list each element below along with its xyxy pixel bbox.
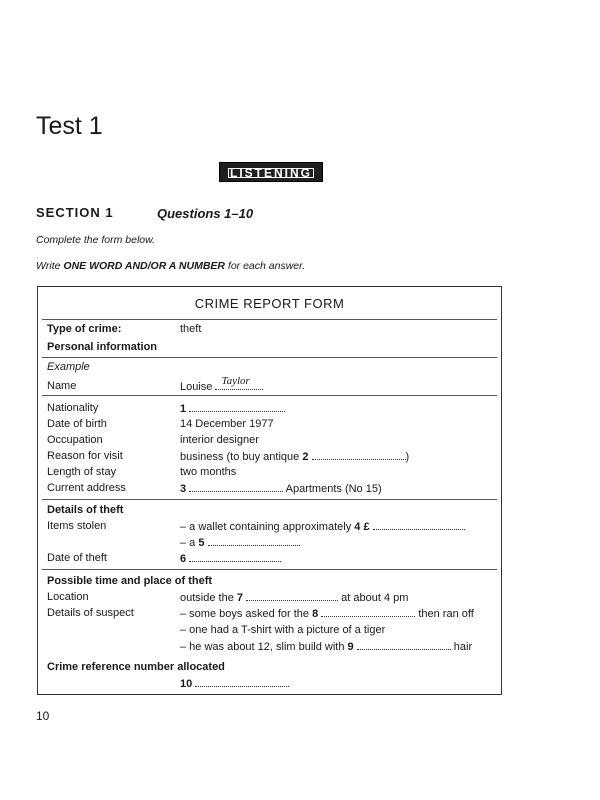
page-number: 10: [36, 709, 50, 723]
q6-answer[interactable]: [180, 552, 281, 565]
stay-label: Length of stay: [47, 466, 117, 478]
instruction-complete: Complete the form below.: [36, 234, 156, 246]
name-label: Name: [47, 380, 77, 392]
instruction-write: [36, 260, 305, 272]
divider: [42, 357, 497, 358]
type-of-crime-value: theft: [180, 323, 202, 335]
q2-blank[interactable]: [312, 450, 406, 460]
q1-number: 1: [180, 403, 187, 415]
divider: [42, 395, 497, 396]
theft-heading: Details of theft: [47, 504, 124, 516]
q6-number: 6: [180, 553, 187, 565]
q9-answer[interactable]: [180, 640, 472, 653]
date-theft-label: Date of theft: [47, 552, 107, 564]
items-label: Items stolen: [47, 520, 107, 532]
ref-heading: Crime reference number allocated: [47, 661, 225, 673]
listening-badge-label: LISTENING: [226, 166, 316, 180]
q4-answer[interactable]: [180, 520, 465, 533]
divider: [42, 499, 497, 500]
suspect1-post: then ran off: [418, 608, 474, 620]
divider: [42, 569, 497, 570]
name-first: Louise: [180, 381, 213, 393]
q10-answer[interactable]: [180, 677, 289, 690]
suspect3-post: hair: [453, 641, 473, 653]
q3-blank[interactable]: [189, 482, 283, 492]
divider: [42, 319, 497, 320]
dob-label: Date of birth: [47, 418, 107, 430]
q1-answer[interactable]: [180, 402, 285, 415]
q7-answer[interactable]: [180, 591, 408, 604]
nationality-label: Nationality: [47, 402, 99, 414]
instruction-write-post: for each answer.: [225, 260, 306, 272]
q1-blank[interactable]: [189, 402, 285, 412]
questions-range: Questions 1–10: [157, 206, 254, 221]
type-of-crime-label: Type of crime:: [47, 323, 122, 335]
dob-value: 14 December 1977: [180, 418, 274, 430]
form-title: CRIME REPORT FORM: [194, 296, 345, 311]
q2-number: 2: [302, 451, 309, 463]
location-label: Location: [47, 591, 89, 603]
name-answer-line: [215, 375, 263, 390]
q10-blank[interactable]: [195, 677, 289, 687]
q6-blank[interactable]: [189, 552, 281, 562]
occupation-label: Occupation: [47, 434, 103, 446]
q5-blank[interactable]: [208, 536, 300, 546]
name-value: [180, 375, 263, 393]
item1-text: – a wallet containing approximately: [180, 521, 352, 533]
q7-number: 7: [236, 592, 244, 604]
q10-number: 10: [180, 678, 193, 690]
suspect1-pre: – some boys asked for the: [180, 608, 310, 620]
q3-answer[interactable]: [180, 482, 382, 495]
example-label: Example: [47, 361, 90, 373]
stay-value: two months: [180, 466, 237, 478]
name-example-answer: Taylor: [221, 375, 250, 387]
location-pre: outside the: [180, 592, 234, 604]
suspect3-pre: – he was about 12, slim build with: [180, 641, 345, 653]
time-place-heading: Possible time and place of theft: [47, 575, 213, 587]
q2-answer[interactable]: [180, 450, 409, 463]
q4-blank[interactable]: [373, 520, 465, 530]
suspect-label: Details of suspect: [47, 607, 134, 619]
q7-blank[interactable]: [246, 591, 338, 601]
q8-number: 8: [312, 608, 319, 620]
q8-answer[interactable]: [180, 607, 474, 620]
q9-number: 9: [347, 641, 354, 653]
location-post: at about 4 pm: [341, 592, 409, 604]
personal-info-heading: Personal information: [47, 341, 158, 353]
q4-number: 4 £: [354, 521, 370, 533]
address-post: Apartments (No 15): [285, 483, 382, 495]
q5-number: 5: [198, 537, 205, 549]
listening-badge: [219, 162, 323, 182]
instruction-write-pre: Write: [36, 260, 64, 272]
crime-report-form: [37, 286, 502, 695]
section-heading: SECTION 1: [36, 205, 114, 220]
address-label: Current address: [47, 482, 126, 494]
reason-pre: business (to buy antique: [180, 451, 300, 463]
test-title: Test 1: [36, 112, 103, 140]
reason-post: ): [405, 451, 410, 463]
suspect2-text: – one had a T-shirt with a picture of a tiger: [180, 624, 386, 636]
q5-answer[interactable]: [180, 536, 300, 549]
instruction-write-bold: ONE WORD AND/OR A NUMBER: [63, 260, 225, 272]
q9-blank[interactable]: [357, 640, 451, 650]
reason-label: Reason for visit: [47, 450, 123, 462]
occupation-value: interior designer: [180, 434, 259, 446]
q8-blank[interactable]: [321, 607, 415, 617]
item2-text: – a: [180, 537, 196, 549]
q3-number: 3: [180, 483, 187, 495]
